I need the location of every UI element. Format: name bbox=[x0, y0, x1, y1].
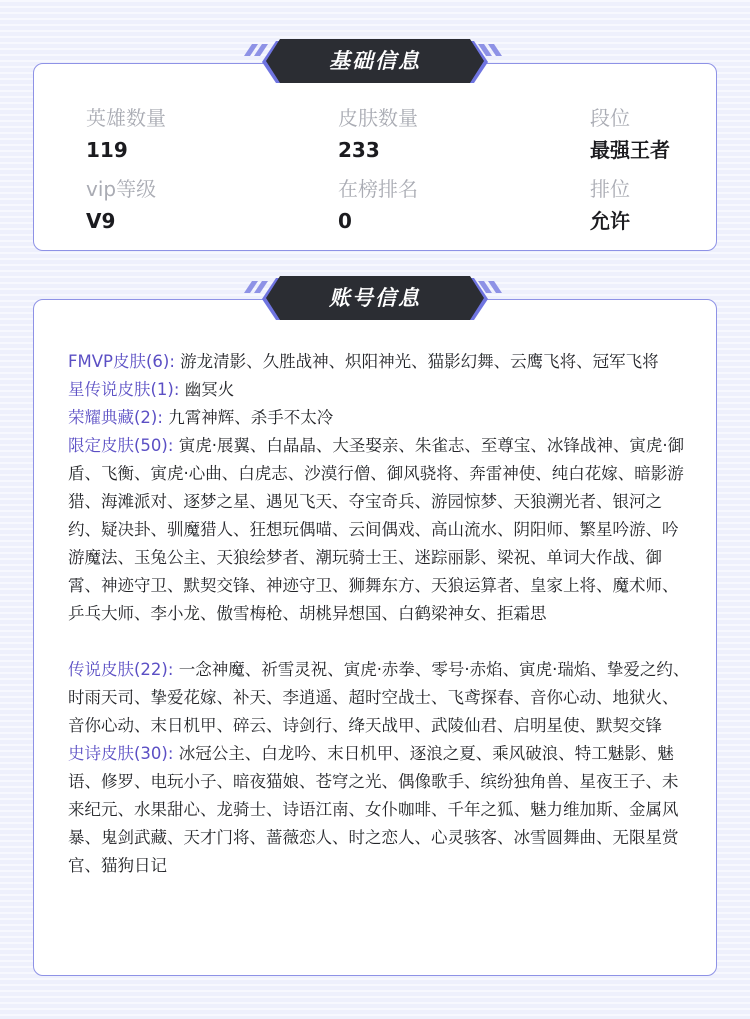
stat-rank-tier bbox=[590, 105, 670, 163]
stat-value: 最强王者 bbox=[590, 138, 670, 162]
stat-label: 段位 bbox=[590, 106, 630, 130]
stat-value: 0 bbox=[338, 209, 352, 233]
stat-leaderboard-rank bbox=[338, 176, 418, 234]
category-label: 传说皮肤(22): bbox=[68, 660, 174, 679]
category-label: 星传说皮肤(1): bbox=[68, 380, 180, 399]
category-label: 荣耀典藏(2): bbox=[68, 408, 163, 427]
category-items: 幽冥火 bbox=[184, 380, 235, 399]
category-items: 冰冠公主、白龙吟、末日机甲、逐浪之夏、乘风破浪、特工魅影、魅语、修罗、电玩小子、暗夜猫娘、苍穹之光、偶像歌手、缤纷独角兽、星夜王子、未来纪元、水果甜心、龙骑士、诗语江南、女仆咖啡、千年之狐、魅力维加斯、金属风暴、鬼剑武藏、天才门将、蔷薇恋人、时之恋人、心灵骇客、冰雪圆舞曲、无限星赏官、猫狗日记 bbox=[68, 744, 679, 875]
skin-category-fmvp bbox=[68, 348, 694, 376]
stat-label: 排位 bbox=[590, 177, 630, 201]
basic-info-header bbox=[244, 39, 506, 83]
account-info-header bbox=[244, 276, 506, 320]
stat-ranked-allowed bbox=[590, 176, 630, 234]
skin-list bbox=[68, 348, 694, 880]
category-items: 寅虎·展翼、白晶晶、大圣娶亲、朱雀志、至尊宝、冰锋战神、寅虎·御盾、飞衡、寅虎·心曲、白虎志、沙漠行僧、御风骁将、奔雷神使、纯白花嫁、暗影游猎、海滩派对、逐梦之星、遇见飞天、夺宝奇兵、游园惊梦、天狼溯光者、银河之约、疑决卦、驯魔猎人、狂想玩偶喵、云间偶戏、高山流水、阴阳师、繁星吟游、吟游魔法、玉兔公主、天狼绘梦者、潮玩骑士王、迷踪丽影、梁祝、单词大作战、御霄、神迹守卫、默契交锋、神迹守卫、狮舞东方、天狼运算者、皇家上将、魔术师、乒乓大师、李小龙、傲雪梅枪、胡桃异想国、白鹤梁神女、拒霜思 bbox=[68, 436, 685, 623]
stat-value: 119 bbox=[86, 138, 128, 162]
category-items: 一念神魔、祈雪灵祝、寅虎·赤拳、零号·赤焰、寅虎·瑞焰、挚爱之约、时雨天司、挚爱花嫁、补天、李逍遥、超时空战士、飞鸢探春、音你心动、地狱火、音你心动、末日机甲、碎云、诗剑行、绛天战甲、武陵仙君、启明星使、默契交锋 bbox=[68, 660, 690, 735]
stat-label: vip等级 bbox=[86, 177, 157, 201]
stat-value: 233 bbox=[338, 138, 380, 162]
stat-label: 英雄数量 bbox=[86, 106, 166, 130]
section-title: 基础信息 bbox=[329, 49, 421, 73]
stat-label: 在榜排名 bbox=[338, 177, 418, 201]
skin-category-epic bbox=[68, 740, 694, 880]
skin-category-limited bbox=[68, 432, 694, 628]
category-label: 限定皮肤(50): bbox=[68, 436, 174, 455]
skin-category-glory-collection bbox=[68, 404, 694, 432]
stat-hero-count bbox=[86, 105, 166, 163]
category-items: 九霄神辉、杀手不太冷 bbox=[168, 408, 334, 427]
category-label: 史诗皮肤(30): bbox=[68, 744, 174, 763]
category-label: FMVP皮肤(6): bbox=[68, 352, 175, 371]
category-items: 游龙清影、久胜战神、炽阳神光、猫影幻舞、云鹰飞将、冠军飞将 bbox=[180, 352, 659, 371]
skin-category-legend bbox=[68, 656, 694, 740]
stat-skin-count bbox=[338, 105, 418, 163]
section-title: 账号信息 bbox=[329, 286, 421, 310]
stat-value: V9 bbox=[86, 209, 116, 233]
stat-vip-level bbox=[86, 176, 156, 234]
stat-value: 允许 bbox=[590, 209, 630, 233]
skin-category-star-legend bbox=[68, 376, 694, 404]
stat-label: 皮肤数量 bbox=[338, 106, 418, 130]
